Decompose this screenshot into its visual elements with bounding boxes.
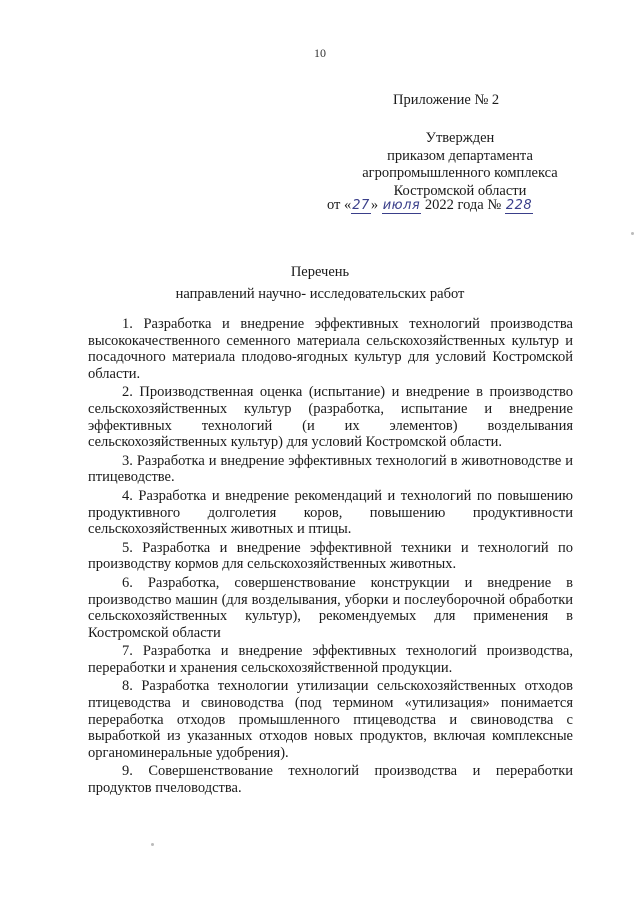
title-line-2: направлений научно- исследовательских работ [175, 286, 465, 302]
title-line-1: Перечень [290, 264, 350, 280]
date-year: 2022 года № [424, 197, 502, 213]
approval-line-4: Костромской области [393, 182, 527, 199]
list-item: 6. Разработка, совершенствование конструкции и внедрение в производство машин (для возделывания, уборки и послеуборочной обработки сельскохозяйственных культур), рекомендуемых для применения в Костромской области [88, 574, 573, 641]
list-item: 5. Разработка и внедрение эффективной техники и технологий по производству кормов для сельскохозяйственных животных. [88, 539, 573, 573]
date-prefix: от « [327, 197, 352, 213]
list-item: 9. Совершенствование технологий производства и переработки продуктов пчеловодства. [88, 763, 573, 797]
approval-line-1: Утвержден [425, 130, 495, 146]
approval-line-3: агропромышленного комплекса [362, 165, 558, 181]
document-title [0, 261, 640, 305]
handwritten-day: 27 [352, 198, 370, 213]
scan-speck [151, 843, 154, 846]
handwritten-order-number: 228 [505, 198, 533, 213]
list-item: 2. Производственная оценка (испытание) и внедрение в производство сельскохозяйственных культур (разработка, испытание и внедрение эффективных технологий (и их элементов) возделывания сельскохозяйственных культур) для условий Костромской области. [88, 384, 573, 451]
order-date-line [327, 197, 533, 214]
scan-speck [631, 232, 634, 235]
approval-block [300, 130, 620, 200]
list-item: 4. Разработка и внедрение рекомендаций и технологий по повышению продуктивного долголетия коров, повышению продуктивности сельскохозяйственных животных и птицы. [88, 487, 573, 538]
list-item: 7. Разработка и внедрение эффективных технологий производства, переработки и хранения сельскохозяйственной продукции. [88, 643, 573, 676]
approval-line-2: приказом департамента [387, 147, 533, 164]
page-number: 10 [314, 46, 326, 60]
research-directions-list [88, 316, 573, 799]
list-item: 1. Разработка и внедрение эффективных технологий производства высококачественного семенного материала сельскохозяйственных культур и посадочного материала плодово-ягодных культур для условий Костромской области. [88, 316, 573, 382]
appendix-label: Приложение № 2 [393, 92, 500, 108]
date-mid: » [370, 197, 379, 213]
handwritten-month: июля [382, 198, 421, 213]
list-item: 8. Разработка технологии утилизации сельскохозяйственных отходов птицеводства и свиноводства (под термином «утилизация» понимается переработка отходов промышленного птицеводства и свиноводства с выработкой из указанных отходов новых продуктов, включая комплексные органоминеральные удобрения). [88, 678, 573, 761]
list-item: 3. Разработка и внедрение эффективных технологий в животноводстве и птицеводстве. [88, 452, 573, 486]
